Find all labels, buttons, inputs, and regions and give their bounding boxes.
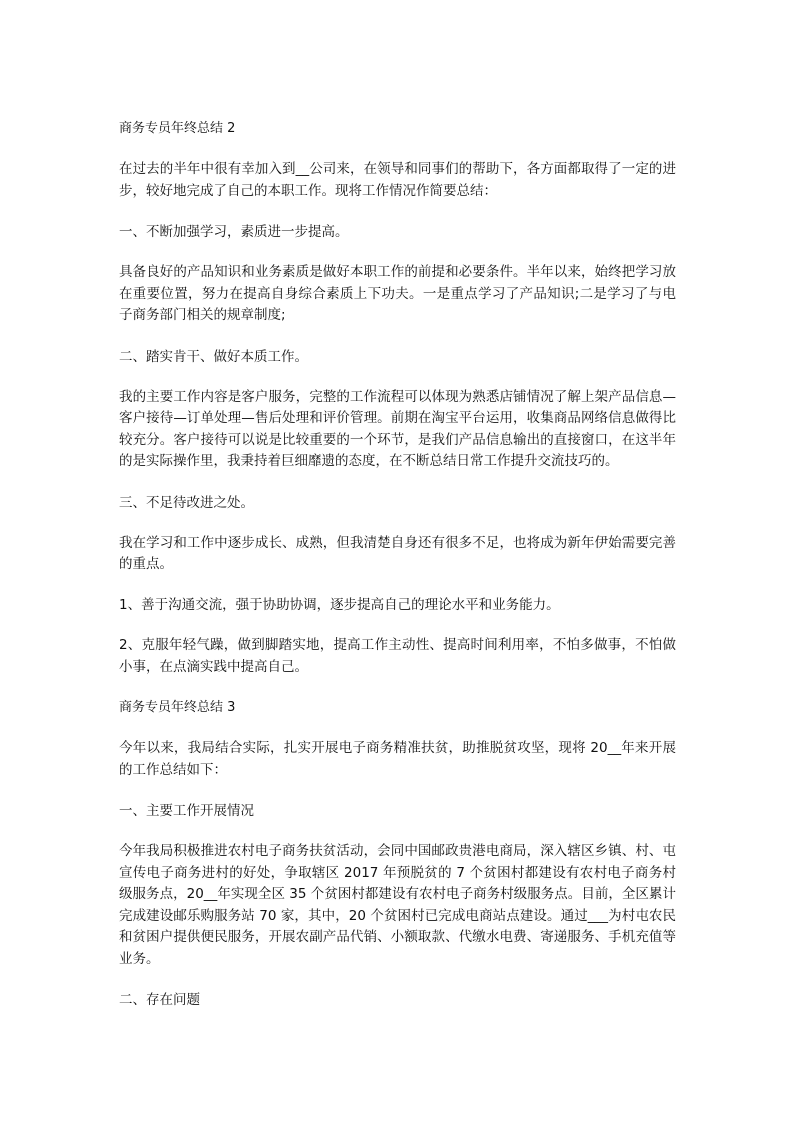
summary3-section2-heading: 二、存在问题 [119, 992, 200, 1008]
summary2-section3-heading: 三、不足待改进之处。 [119, 494, 254, 511]
summary2-improvement-item-1: 1、善于沟通交流，强于协助协调，逐步提高自己的理论水平和业务能力。 [119, 596, 560, 613]
summary2-intro: 在过去的半年中很有幸加入到__公司来，在领导和同事们的帮助下，各方面都取得了一定的进步，较好地完成了自己的本职工作。现将工作情况作简要总结： [119, 161, 676, 199]
summary2-section2-body: 我的主要工作内容是客户服务，完整的工作流程可以体现为熟悉店铺情况了解上架产品信息—客户接待—订单处理—售后处理和评价管理。前期在淘宝平台运用，收集商品网络信息做得比较充分。客户接待可以说是比较重要的一个环节，是我们产品信息输出的直接窗口，在这半年的是实际操作里，我秉持着巨细靡遗的态度，在不断总结日常工作提升交流技巧的。 [119, 388, 676, 469]
summary3-title: 商务专员年终总结 3 [119, 700, 236, 715]
summary2-section2-heading: 二、踏实肯干、做好本质工作。 [119, 348, 308, 365]
summary2-section3-body: 我在学习和工作中逐步成长、成熟，但我清楚自身还有很多不足，也将成为新年伊始需要完善的重点。 [119, 534, 676, 572]
summary2-section1-body: 具备良好的产品知识和业务素质是做好本职工作的前提和必要条件。半年以来，始终把学习放在重要位置，努力在提高自身综合素质上下功夫。一是重点学习了产品知识;二是学习了与电子商务部门相关的规章制度; [119, 264, 676, 323]
summary2-section1-heading: 一、不断加强学习，素质进一步提高。 [119, 224, 349, 240]
summary2-title: 商务专员年终总结 2 [119, 121, 236, 136]
document-body [119, 118, 676, 1030]
summary2-improvement-item-2: 2、克服年轻气躁，做到脚踏实地，提高工作主动性、提高时间利用率，不怕多做事，不怕做小事，在点滴实践中提高自己。 [119, 637, 676, 675]
summary3-section1-heading: 一、主要工作开展情况 [119, 803, 254, 819]
summary3-section1-body: 今年我局积极推进农村电子商务扶贫活动，会同中国邮政贵港电商局，深入辖区乡镇、村、屯宣传电子商务进村的好处，争取辖区 2017 年预脱贫的 7 个贫困村都建设有农村电子商务村级服务点，20__年实现全区 35 个贫困村都建设有农村电子商务村级服务点。目前，全区累计完成建设邮乐购服务站 70 家，其中，20 个贫困村已完成电商站点建设。通过___为村屯农民和贫困户提供便民服务，开展农副产品代销、小额取款、代缴水电费、寄递服务、手机充值等业务。 [119, 843, 676, 967]
summary3-intro: 今年以来，我局结合实际，扎实开展电子商务精准扶贫，助推脱贫攻坚，现将 20__年来开展的工作总结如下： [119, 740, 676, 778]
